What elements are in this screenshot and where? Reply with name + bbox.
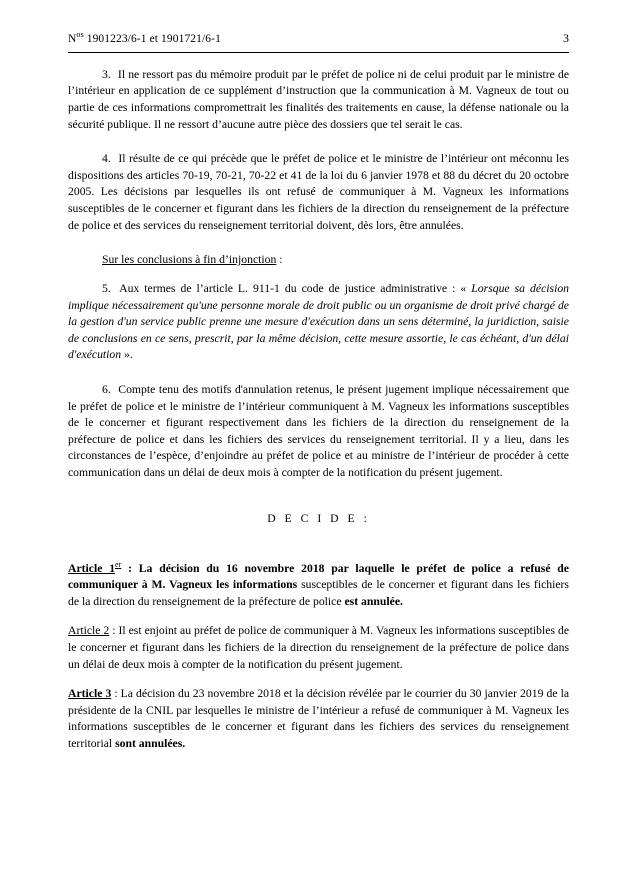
article-3-text: La décision du 23 novembre 2018 et la décision révélée par le courrier du 30 janvier 2019 de la présidente de la CNIL par lesquelles le ministre de l’intérieur a refusé de communiquer à M. Vagneux les informations susceptibles de le concerner et figurant dans les fichiers des services du renseignement territorial [68,687,570,750]
article-2 [68,623,569,673]
article-1-text: susceptibles de le concerner et figurant dans les fichiers de la direction du renseignement de la préfecture de police [68,578,569,608]
article-1-bold-text: La décision du 16 novembre 2018 par laquelle le préfet de police a refusé de communiquer à M. Vagneux les informations [68,561,569,592]
paragraph-5-number: 5. [102,281,111,295]
article-1-label: Article 1 [68,561,116,575]
case-numbers-value: 1901223/6-1 et 1901721/6-1 [86,32,221,45]
paragraph-4 [68,151,569,234]
paragraph-5 [68,281,569,364]
paragraph-3-text: Il ne ressort pas du mémoire produit par le préfet de police ni de celui produit par le ministre de l’intérieur en application de ce supplément d’instruction que la communication à M. Vagneux de tout ou partie de ces informations compromettrait les finalités des traitements en cause, la défense nationale ou la sécurité publique. Il ne ressort d’aucune autre pièce des dossiers que tel serait le cas. [68,67,570,131]
article-1-colon: : [121,561,139,575]
page-number: 3 [563,30,569,45]
paragraph-4-text: Il résulte de ce qui précède que le préfet de police et le ministre de l’intérieur ont méconnu les dispositions des articles 70-19, 70-21, 70-22 et 41 de la loi du 6 janvier 1978 et 88 du décret du 20 octobre 2005. Les décisions par lesquelles ils ont refusé de communiquer à M. Vagneux les informations susceptibles de le concerner et figurant dans les fichiers de la direction du renseignement de la préfecture de police et des services du renseignement territorial doivent, dès lors, être annulées. [68,152,570,232]
article-2-label: Article 2 [68,624,110,638]
case-numbers [68,30,221,45]
section-heading-colon: : [276,253,283,267]
article-2-colon: : [109,624,119,638]
case-numbers-prefix: N [68,32,77,45]
paragraph-6 [68,382,569,482]
article-1-bold-tail: est annulée. [344,594,403,608]
article-3-label: Article 3 [68,687,112,701]
paragraph-5-tail: ». [121,348,133,362]
page-header [68,30,569,46]
section-heading-label: Sur les conclusions à fin d’injonction [102,253,277,267]
section-heading-injonction [68,252,569,269]
article-3 [68,686,569,752]
paragraph-5-quote: Lorsque sa décision implique nécessairement qu'une personne morale de droit public ou un organisme de droit privé chargé de la gestion d'un service public prenne une mesure d'exécution dans un sens déterminé, la juridiction, saisie de conclusions en ce sens, prescrit, par la même décision, cette mesure assortie, le cas échéant, d'un délai d'exécution [68,281,570,362]
paragraph-3-number: 3. [102,67,111,81]
paragraph-6-text: Compte tenu des motifs d'annulation retenus, le présent jugement implique nécessairement que le préfet de police et le ministre de l’intérieur communiquent à M. Vagneux les informations susceptibles de le concerner et figurant respectivement dans les fichiers de la direction du renseignement de la préfecture de police et dans les fichiers des services du renseignement territorial. Il y a lieu, dans les circonstances de l’espèce, d’enjoindre au préfet de police et au ministre de l’intérieur de procéder à cette communication dans un délai de deux mois à compter de la notification du présent jugement. [68,382,570,480]
paragraph-4-number: 4. [102,152,111,166]
case-numbers-superscript: os [76,30,84,39]
article-3-colon: : [111,687,121,701]
article-1-label-superscript: er [115,559,122,569]
article-3-bold-tail: sont annulées. [115,737,186,750]
article-1 [68,559,569,611]
decide-heading: D E C I D E : [267,511,370,525]
paragraph-6-number: 6. [102,382,111,396]
header-divider [68,52,569,53]
paragraph-3 [68,67,569,133]
paragraph-5-lead: Aux termes de l’article L. 911-1 du code de justice administrative : « [119,281,472,295]
article-2-text: Il est enjoint au préfet de police de communiquer à M. Vagneux les informations susceptibles de le concerner et figurant dans les fichiers de la direction du renseignement de la préfecture de police dans un délai de deux mois à compter de la notification du présent jugement. [68,624,570,671]
